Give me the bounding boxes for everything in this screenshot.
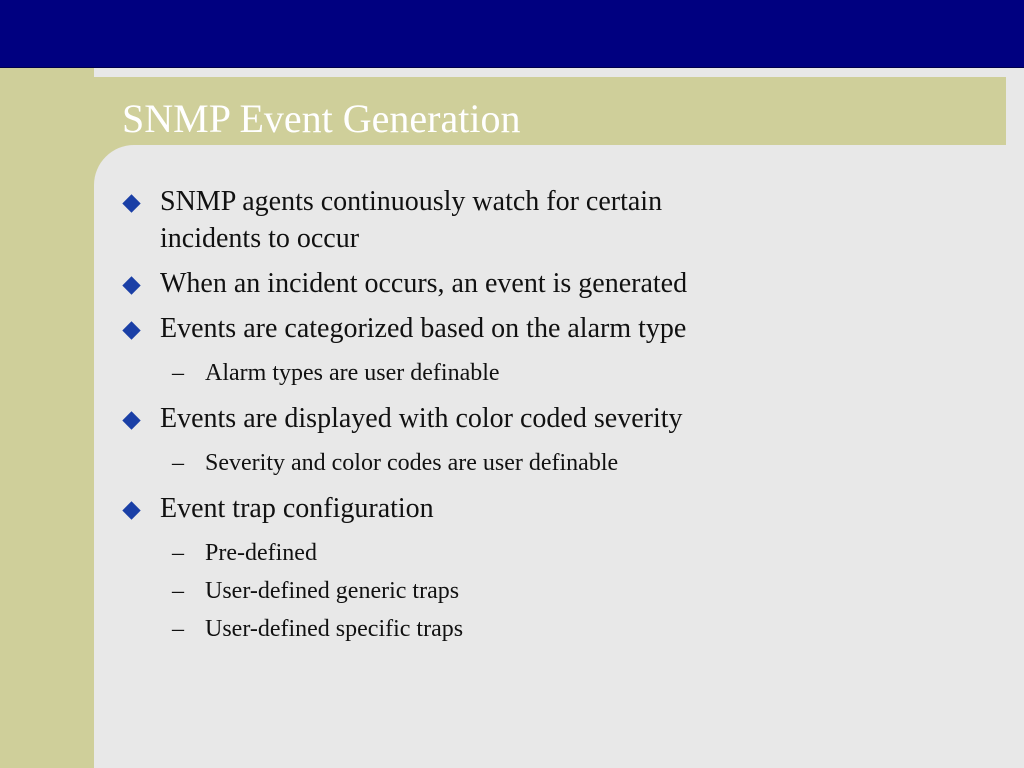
bullet-item	[122, 310, 982, 347]
bullet-text: Event trap configuration	[160, 493, 434, 524]
sub-bullet-list	[122, 354, 982, 392]
diamond-bullet-icon	[122, 194, 140, 212]
bullet-text-line: SNMP agents continuously watch for certain	[160, 186, 663, 217]
slide-title: SNMP Event Generation	[122, 96, 521, 141]
left-side-band	[0, 68, 94, 768]
sub-bullet-list	[122, 444, 982, 482]
sub-bullet-list	[122, 534, 982, 648]
sub-bullet-text: Alarm types are user definable	[205, 360, 500, 386]
sub-bullet-item	[122, 610, 982, 648]
diamond-bullet-icon	[122, 276, 140, 294]
bullet-text: When an incident occurs, an event is generated	[160, 268, 688, 299]
bullet-item	[122, 490, 982, 527]
dash-marker: –	[172, 450, 184, 476]
sub-bullet-item	[122, 354, 982, 392]
bullet-item	[122, 400, 982, 437]
sub-bullet-text: User-defined specific traps	[205, 616, 464, 642]
bullet-text: Events are categorized based on the alarm type	[160, 313, 687, 344]
dash-marker: –	[172, 578, 184, 604]
sub-bullet-text: Severity and color codes are user definable	[205, 450, 619, 476]
diamond-bullet-icon	[122, 321, 140, 339]
bullet-item	[122, 183, 982, 257]
sub-bullet-item	[122, 572, 982, 610]
sub-bullet-text: User-defined generic traps	[205, 578, 460, 604]
bullet-text: Events are displayed with color coded severity	[160, 403, 683, 434]
top-header-band	[0, 0, 1024, 68]
sub-bullet-item	[122, 534, 982, 572]
dash-marker: –	[172, 540, 184, 566]
bullet-list	[122, 183, 982, 656]
diamond-bullet-icon	[122, 411, 140, 429]
sub-bullet-item	[122, 444, 982, 482]
bullet-text-line: incidents to occur	[160, 223, 360, 254]
sub-bullet-text: Pre-defined	[205, 540, 317, 566]
dash-marker: –	[172, 360, 184, 386]
dash-marker: –	[172, 616, 184, 642]
bullet-item	[122, 265, 982, 302]
diamond-bullet-icon	[122, 501, 140, 519]
